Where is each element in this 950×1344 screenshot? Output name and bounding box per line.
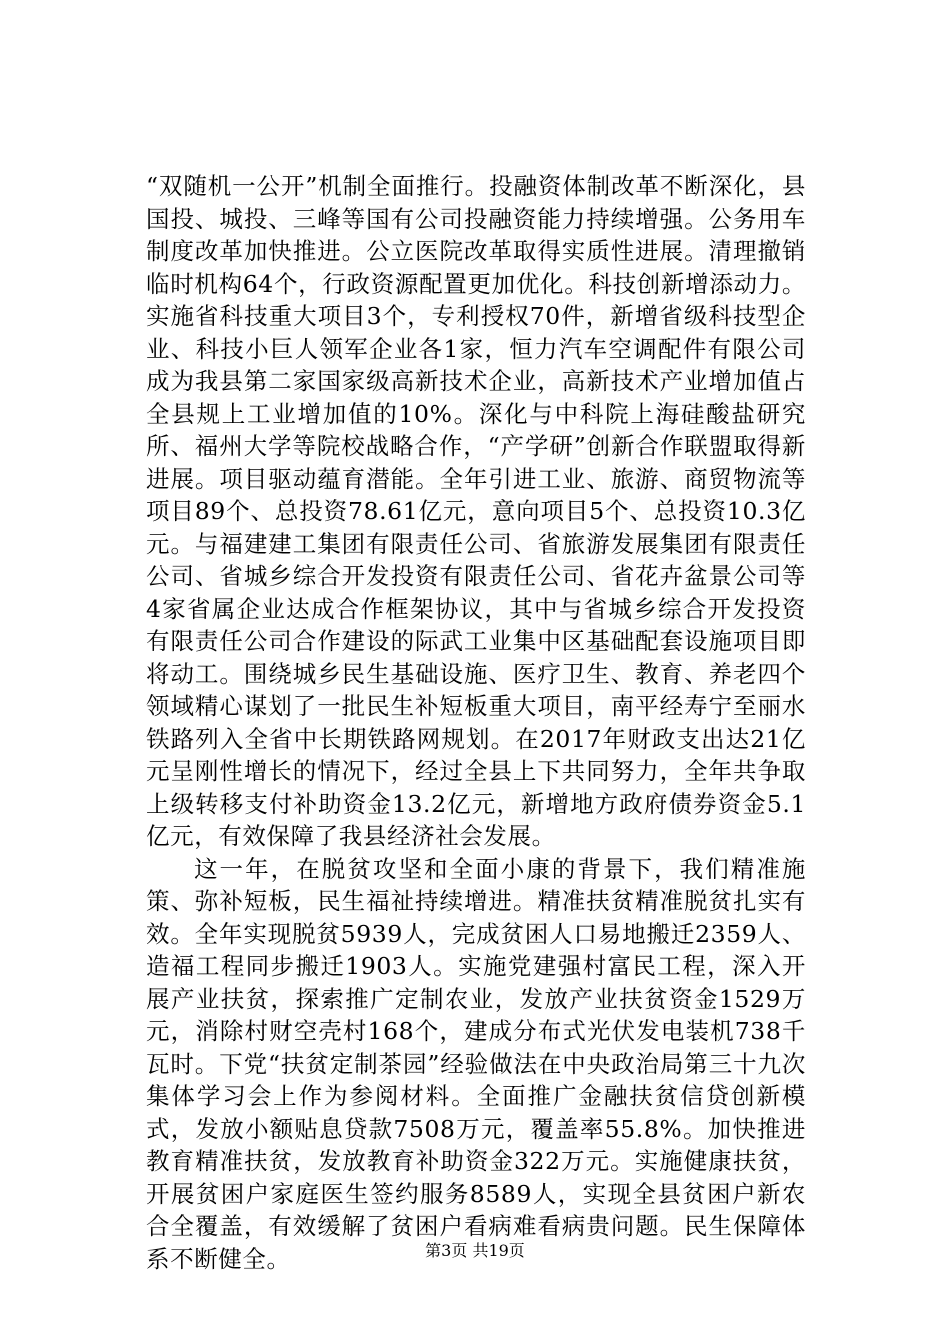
paragraph-2: 这一年，在脱贫攻坚和全面小康的背景下，我们精准施策、弥补短板，民生福祉持续增进。精准扶贫精准脱贫扎实有效。全年实现脱贫5939人，完成贫困人口易地搬迁2359人、造福工程同步搬迁1903人。实施党建强村富民工程，深入开展产业扶贫，探索推广定制农业，发放产业扶贫资金1529万元，消除村财空壳村168个，建成分布式光伏发电装机738千瓦时。下党“扶贫定制茶园”经验做法在中央政治局第三十九次集体学习会上作为参阅材料。全面推广金融扶贫信贷创新模式，发放小额贴息贷款7508万元，覆盖率55.8%。加快推进教育精准扶贫，发放教育补助资金322万元。实施健康扶贫，开展贫困户家庭医生签约服务8589人，实现全县贫困户新农合全覆盖，有效缓解了贫困户看病难看病贵问题。民生保障体系不断健全。: [146, 854, 806, 1273]
page-number-label: 第3页 共19页: [425, 1241, 525, 1260]
page-footer: [0, 1241, 950, 1261]
paragraph-1: “双随机一公开”机制全面推行。投融资体制改革不断深化，县国投、城投、三峰等国有公司投融资能力持续增强。公务用车制度改革加快推进。公立医院改革取得实质性进展。清理撤销临时机构64个，行政资源配置更加优化。科技创新增添动力。实施省科技重大项目3个，专利授权70件，新增省级科技型企业、科技小巨人领军企业各1家，恒力汽车空调配件有限公司成为我县第二家国家级高新技术企业，高新技术产业增加值占全县规上工业增加值的10%。深化与中科院上海硅酸盐研究所、福州大学等院校战略合作，“产学研”创新合作联盟取得新进展。项目驱动蕴育潜能。全年引进工业、旅游、商贸物流等项目89个、总投资78.61亿元，意向项目5个、总投资10.3亿元。与福建建工集团有限责任公司、省旅游发展集团有限责任公司、省城乡综合开发投资有限责任公司、省花卉盆景公司等4家省属企业达成合作框架协议，其中与省城乡综合开发投资有限责任公司合作建设的际武工业集中区基础配套设施项目即将动工。围绕城乡民生基础设施、医疗卫生、教育、养老四个领域精心谋划了一批民生补短板重大项目，南平经寿宁至丽水铁路列入全省中长期铁路网规划。在2017年财政支出达21亿元呈刚性增长的情况下，经过全县上下共同努力，全年共争取上级转移支付补助资金13.2亿元，新增地方政府债券资金5.1亿元，有效保障了我县经济社会发展。: [146, 172, 806, 850]
document-body: [146, 170, 806, 1275]
